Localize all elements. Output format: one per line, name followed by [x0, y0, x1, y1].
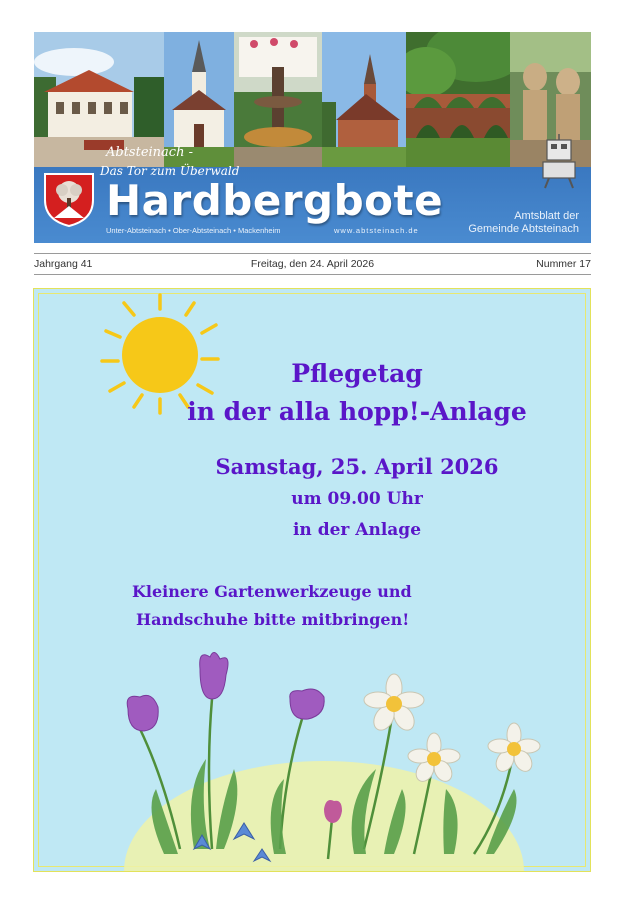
issue-number: Nummer 17 [536, 258, 591, 270]
note-line-1: Kleinere Gartenwerkzeuge und [132, 582, 412, 601]
official-gazette-label [468, 210, 579, 236]
newspaper-title: Hardbergbote [106, 176, 444, 225]
website-link[interactable]: www.abtsteinach.de [334, 226, 419, 235]
poster-title-line-1: Pflegetag [291, 359, 423, 388]
volume-label: Jahrgang 41 [34, 258, 93, 270]
village-list: Unter-Abtsteinach • Ober-Abtsteinach • Mackenheim [106, 226, 281, 235]
flower-illustration [94, 649, 554, 871]
masthead-banner [34, 32, 591, 243]
slogan-line-1: Abtsteinach - [106, 145, 193, 160]
coat-of-arms-icon [42, 170, 96, 228]
event-date: Samstag, 25. April 2026 [215, 454, 499, 479]
note-line-2: Handschuhe bitte mitbringen! [136, 610, 410, 629]
issue-info-bar [34, 253, 591, 275]
robot-mascot-icon [537, 132, 581, 192]
photo-viaduct [406, 32, 510, 167]
amtsblatt-line-1: Amtsblatt der [514, 210, 579, 222]
photo-fountain [234, 32, 322, 167]
event-place: in der Anlage [292, 520, 422, 540]
slogan-line-2: Das Tor zum Überwald [100, 164, 240, 178]
event-time: um 09.00 Uhr [291, 489, 423, 509]
amtsblatt-line-2: Gemeinde Abtsteinach [468, 223, 579, 235]
event-poster [33, 288, 591, 872]
photo-chapel [322, 32, 406, 167]
issue-date: Freitag, den 24. April 2026 [250, 258, 375, 270]
poster-title-line-2: in der alla hopp!-Anlage [187, 397, 527, 426]
